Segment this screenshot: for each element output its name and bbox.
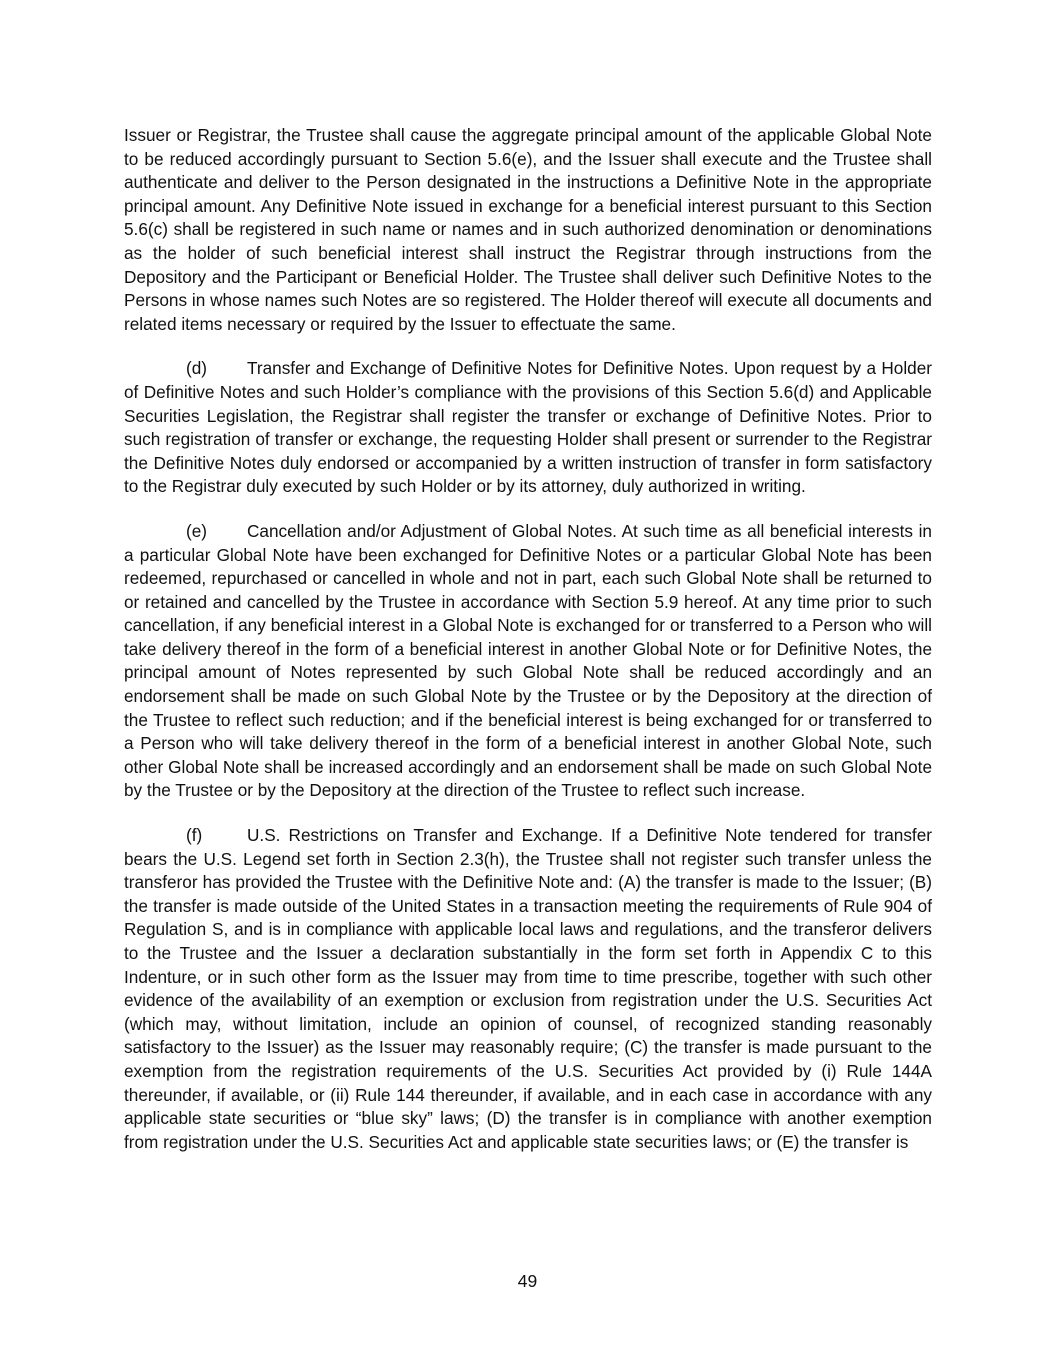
document-page: [124, 124, 932, 1154]
paragraph-text: U.S. Restrictions on Transfer and Exchange. If a Definitive Note tendered for transfer bears the U.S. Legend set forth in Section 2.3(h), the Trustee shall not register such transfer unless the transferor has provided the Trustee with the Definitive Note and: (A) the transfer is made to the Issuer; (B) the transfer is made outside of the United States in a transaction meeting the requirements of Rule 904 of Regulation S, and is in compliance with applicable local laws and regulations, and the transferor delivers to the Trustee and the Issuer a declaration substantially in the form set forth in Appendix C to this Indenture, or in such other form as the Issuer may from time to time prescribe, together with such other evidence of the availability of an exemption or exclusion from registration under the U.S. Securities Act (which may, without limitation, include an opinion of counsel, of recognized standing reasonably satisfactory to the Issuer) as the Issuer may reasonably require; (C) the transfer is made pursuant to the exemption from the registration requirements of the U.S. Securities Act provided by (i) Rule 144A thereunder, if available, or (ii) Rule 144 thereunder, if available, and in each case in accordance with any applicable state securities or “blue sky” laws; (D) the transfer is in compliance with another exemption from registration under the U.S. Securities Act and applicable state securities laws; or (E) the transfer is: [124, 825, 932, 1152]
paragraph-text: Issuer or Registrar, the Trustee shall cause the aggregate principal amount of the applicable Global Note to be reduced accordingly pursuant to Section 5.6(e), and the Issuer shall execute and the Trustee shall authenticate and deliver to the Person designated in the instructions a Definitive Note in the appropriate principal amount. Any Definitive Note issued in exchange for a beneficial interest pursuant to this Section 5.6(c) shall be registered in such name or names and in such authorized denomination or denominations as the holder of such beneficial interest shall instruct the Registrar through instructions from the Depository and the Participant or Beneficial Holder. The Trustee shall deliver such Definitive Notes to the Persons in whose names such Notes are so registered. The Holder thereof will execute all documents and related items necessary or required by the Issuer to effectuate the same.: [124, 125, 932, 334]
paragraph-f: [124, 824, 932, 1154]
paragraph-label: (f): [186, 825, 203, 846]
paragraph-label: (d): [186, 358, 208, 379]
paragraph-text: Cancellation and/or Adjustment of Global Notes. At such time as all beneficial interests in a particular Global Note have been exchanged for Definitive Notes or a particular Global Note has been redeemed, repurchased or cancelled in whole and not in part, each such Global Note shall be returned to or retained and cancelled by the Trustee in accordance with Section 5.9 hereof. At any time prior to such cancellation, if any beneficial interest in a Global Note is exchanged for or transferred to a Person who will take delivery thereof in the form of a beneficial interest in another Global Note or for Definitive Notes, the principal amount of Notes represented by such Global Note shall be reduced accordingly and an endorsement shall be made on such Global Note by the Trustee or by the Depository at the direction of the Trustee to reflect such reduction; and if the beneficial interest is being exchanged for or transferred to a Person who will take delivery thereof in the form of a beneficial interest in another Global Note, such other Global Note shall be increased accordingly and an endorsement shall be made on such Global Note by the Trustee or by the Depository at the direction of the Trustee to reflect such increase.: [124, 520, 932, 801]
paragraph-continuation: [124, 124, 932, 336]
page-number: 49: [517, 1271, 538, 1291]
paragraph-text: Transfer and Exchange of Definitive Notes for Definitive Notes. Upon request by a Holder of Definitive Notes and such Holder’s compliance with the provisions of this Section 5.6(d) and Applicable Securities Legislation, the Registrar shall register the transfer or exchange of Definitive Notes. Prior to such registration of transfer or exchange, the requesting Holder shall present or surrender to the Registrar the Definitive Notes duly endorsed or accompanied by a written instruction of transfer in form satisfactory to the Registrar duly executed by such Holder or by its attorney, duly authorized in writing.: [124, 358, 932, 497]
paragraph-label: (e): [186, 520, 208, 541]
paragraph-d: [124, 357, 932, 499]
paragraph-e: [124, 520, 932, 803]
